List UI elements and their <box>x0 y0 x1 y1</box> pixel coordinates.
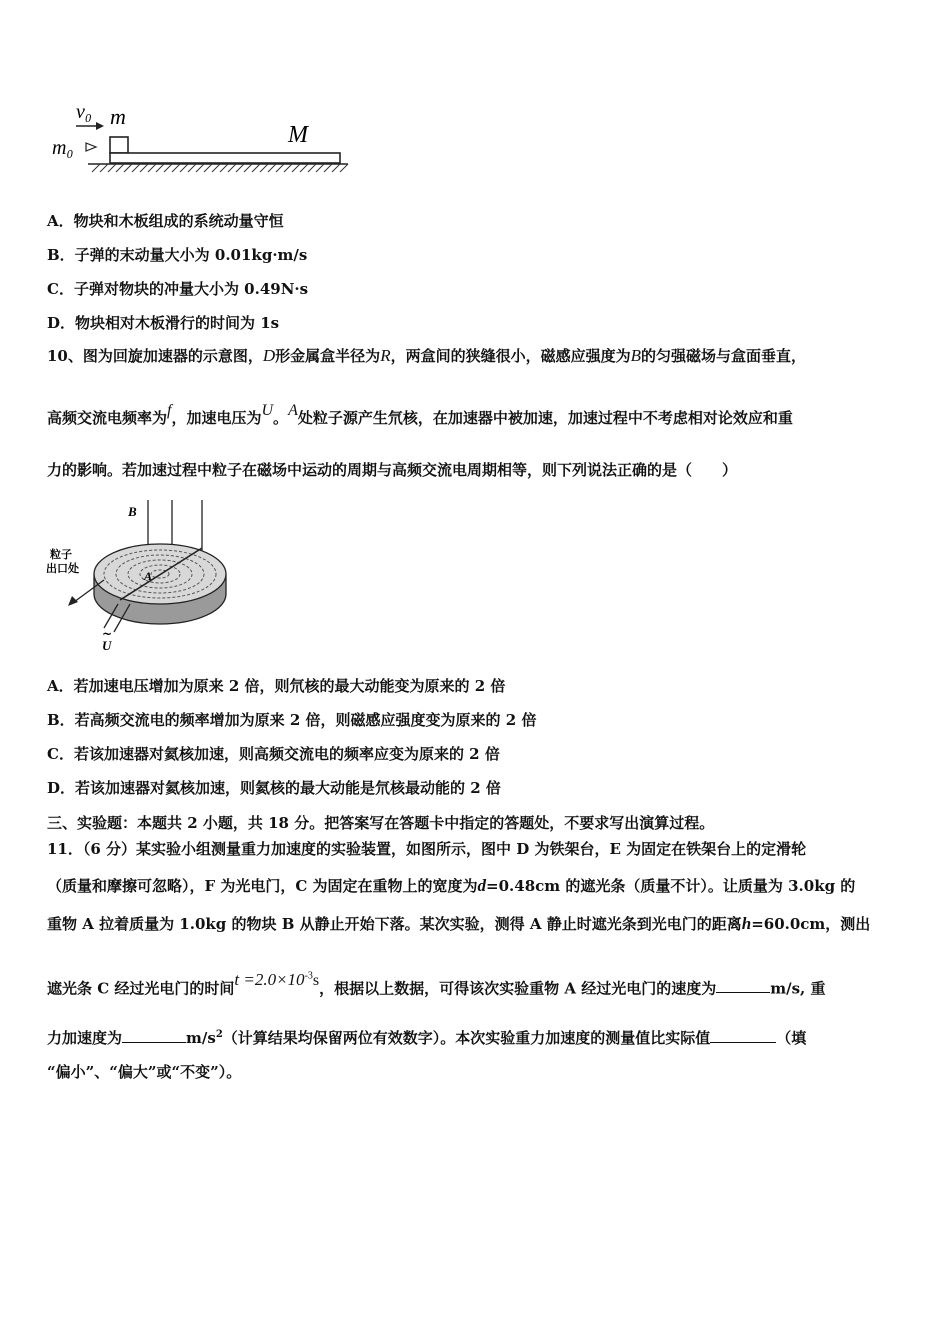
q10-text: 。 <box>273 409 289 427</box>
exit-label-2: 出口处 <box>46 562 79 575</box>
q11-text: =60.0cm，测出 <box>751 915 871 933</box>
q10-text: 处粒子源产生氘核，在加速器中被加速，加速过程中不考虑相对论效应和重 <box>297 409 793 427</box>
q11-text: 遮光条 C 经过光电门的时间 <box>47 979 235 998</box>
q11-line-5 <box>47 1025 806 1048</box>
q10-option-c: C．若该加速器对氦核加速，则高频交流电的频率应变为原来的 2 倍 <box>47 745 500 763</box>
board-M <box>110 153 340 163</box>
symbol-R: R <box>380 346 391 365</box>
q9-option-a: A．物块和木板组成的系统动量守恒 <box>47 212 284 230</box>
q10-option-a: A．若加速电压增加为原来 2 倍，则氘核的最大动能变为原来的 2 倍 <box>47 677 506 695</box>
q11-text: 重物 A 拉着质量为 1.0kg 的物块 B 从静止开始下落。某次实验，测得 A 静止时遮光条到光电门的距离 <box>47 915 742 933</box>
q10-text: 形金属盒半径为 <box>275 347 381 365</box>
q10-text: 的匀强磁场与盒面垂直， <box>640 347 806 365</box>
fig-U-label: U <box>102 638 112 652</box>
q10-option-b: B．若高频交流电的频率增加为原来 2 倍，则磁感应强度变为原来的 2 倍 <box>47 711 537 729</box>
symbol-B: B <box>630 346 641 365</box>
time-exponent: -3 <box>304 971 313 982</box>
fig-B-label: B <box>128 504 137 519</box>
answer-blank-comparison[interactable] <box>710 1028 776 1043</box>
time-value: t =2.0×10 <box>234 970 305 990</box>
q11-text: （填 <box>776 1029 807 1047</box>
q11-text: m/s, 重 <box>770 979 826 998</box>
q11-line-4 <box>47 970 826 999</box>
symbol-d: d <box>477 876 487 895</box>
q11-text: ，根据以上数据，可得该次实验重物 A 经过光电门的速度为 <box>319 979 717 998</box>
q10-line-3: 力的影响。若加速过程中粒子在磁场中运动的周期与高频交流电周期相等，则下列说法正确的是（ ） <box>47 461 738 479</box>
q9-option-d: D．物块相对木板滑行的时间为 1s <box>47 314 280 332</box>
answer-blank-velocity[interactable] <box>716 978 770 993</box>
exit-arrowhead <box>68 596 78 606</box>
answer-blank-gravity[interactable] <box>122 1028 186 1043</box>
q11-text: （质量和摩擦可忽略），F 为光电门，C 为固定在重物上的宽度为 <box>47 877 478 895</box>
symbol-h: h <box>741 914 752 933</box>
bullet-shape <box>86 143 96 151</box>
q10-option-d: D．若该加速器对氦核加速，则氦核的最大动能是氘核最动能的 2 倍 <box>47 779 501 797</box>
block-board-figure <box>48 100 358 180</box>
symbol-D: D <box>262 346 276 365</box>
symbol-f: f <box>167 402 172 419</box>
q10-text: ，加速电压为 <box>171 409 262 427</box>
v0-label: v₀ <box>76 101 92 123</box>
q10-text: 高频交流电频率为 <box>47 409 168 427</box>
q11-text: m/s <box>186 1029 216 1047</box>
ground-hatching <box>92 164 348 172</box>
q11-line-2 <box>47 876 855 896</box>
exit-label-1: 粒子 <box>50 548 72 561</box>
q11-line-3 <box>47 914 870 934</box>
q10-line-2 <box>47 402 793 429</box>
block-m <box>110 137 128 153</box>
ac-tilde-label: ~ <box>102 627 113 641</box>
time-unit: s <box>312 972 320 990</box>
q11-text: =0.48cm 的遮光条（质量不计）。让质量为 3.0kg 的 <box>486 877 856 895</box>
squared-superscript: 2 <box>215 1029 223 1040</box>
m-label: m <box>110 104 126 129</box>
time-expression <box>234 972 319 989</box>
q9-option-c: C．子弹对物块的冲量大小为 0.49N·s <box>47 280 309 298</box>
q11-text: 力加速度为 <box>47 1029 123 1047</box>
q11-line-6: “偏小”、“偏大”或“不变”）。 <box>47 1063 242 1081</box>
velocity-arrowhead <box>96 122 104 130</box>
q10-text: 10、图为回旋加速器的示意图， <box>47 347 263 365</box>
fig-A-label: A <box>144 569 153 583</box>
q9-option-b: B．子弹的末动量大小为 0.01kg·m/s <box>47 246 308 264</box>
section-3-heading: 三、实验题：本题共 2 小题，共 18 分。把答案写在答题卡中指定的答题处，不要求写出演算过程。 <box>47 814 715 832</box>
m0-label: m₀ <box>52 137 74 159</box>
q10-line-1 <box>47 346 806 366</box>
q11-text: （计算结果均保留两位有效数字）。本次实验重力加速度的测量值比实际值 <box>222 1029 711 1047</box>
M-label: M <box>288 122 308 148</box>
q11-line-1: 11．（6 分）某实验小组测量重力加速度的实验装置，如图所示，图中 D 为铁架台，E 为固定在铁架台上的定滑轮 <box>47 840 807 858</box>
symbol-U: U <box>261 402 274 419</box>
cyclotron-figure <box>44 496 234 652</box>
symbol-A: A <box>288 402 298 419</box>
q10-text: ，两盒间的狭缝很小，磁感应强度为 <box>390 347 631 365</box>
